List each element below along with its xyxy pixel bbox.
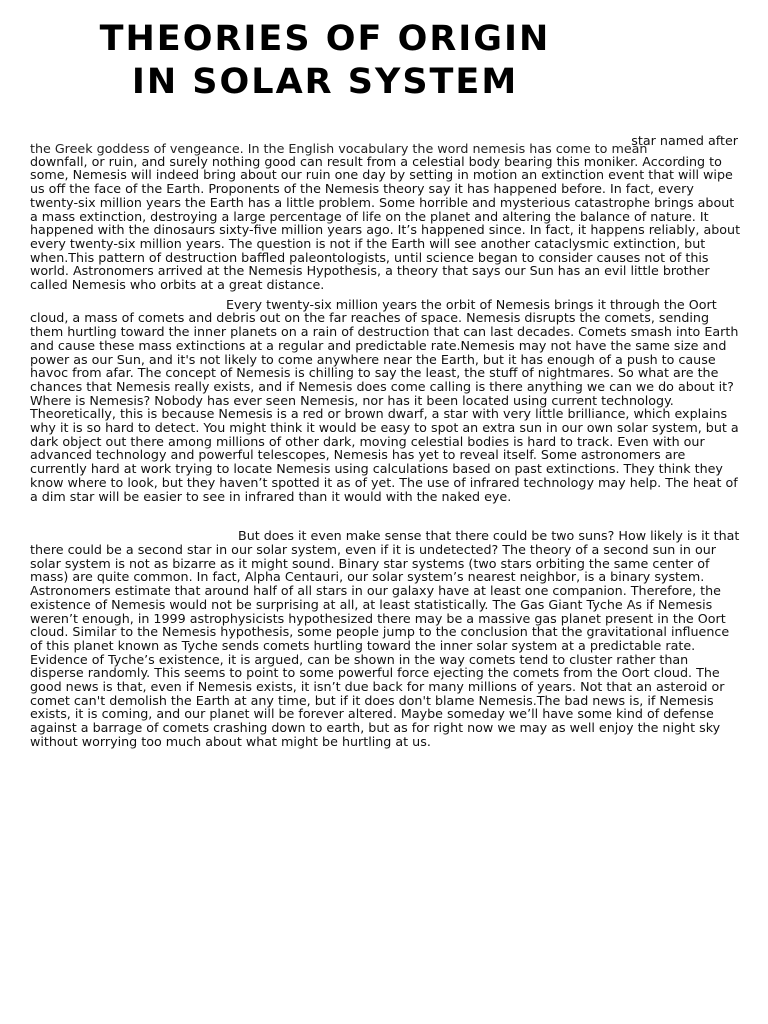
article-body [30, 134, 742, 755]
paragraph-1-first-line: star named after [631, 133, 738, 148]
title-line-2: IN SOLAR SYSTEM [131, 62, 519, 102]
paragraph-2-text: Every twenty-six million years the orbit of Nemesis brings it through the Oort cloud, a mass of comets and debris out on the far reaches of space. Nemesis disrupts the comets, sending them hurtling toward the inner planets on a rain of destruction that can last decades. Comets smash into Earth and cause these mass extinctions at a regular and predictable rate.Nemesis may not have the same size and power as our Sun, and it's not likely to come anywhere near the Earth, but it has enough of a push to cause havoc from afar. The concept of Nemesis is chilling to say the least, the stuff of nightmares. So what are the chances that Nemesis really exists, and if Nemesis does come calling is there anything we can we do about it? Where is Nemesis? Nobody has ever seen Nemesis, nor has it been located using current technology. Theoretically, this is because Nemesis is a red or brown dwarf, a star with very little brilliance, which explains why it is so hard to detect. You might think it would be easy to spot an extra sun in our own solar system, but a dark object out there among millions of other dark, moving celestial bodies is hard to track. Even with our advanced technology and powerful telescopes, Nemesis has yet to reveal itself. Some astronomers are currently hard at work trying to locate Nemesis using calculations based on past extinctions. They think they know where to look, but they haven’t spotted it as of yet. The use of infrared technology may help. The heat of a dim star will be easier to see in infrared than it would with the naked eye. [30, 296, 739, 504]
page-title [0, 18, 650, 104]
paragraph-1-clipped-text: the Greek goddess of vengeance. In the English vocabulary the word nemesis has come to mean [30, 140, 648, 156]
paragraph-3 [30, 529, 742, 748]
paragraph-1-text: downfall, or ruin, and surely nothing good can result from a celestial body bearing this moniker. According to some, Nemesis will indeed bring about our ruin one day by setting in motion an extinction event that will wipe us off the face of the Earth. Proponents of the Nemesis theory say it has happened before. In fact, every twenty-six million years the Earth has a little problem. Some horrible and mysterious catastrophe brings about a mass extinction, destroying a large percentage of life on the planet and altering the balance of nature. It happened with the dinosaurs sixty-five million years ago. It’s happened since. In fact, it happens reliably, about every twenty-six million years. The question is not if the Earth will see another cataclysmic extinction, but when.This pattern of destruction baffled paleontologists, until science began to consider causes not of this world. Astronomers arrived at the Nemesis Hypothesis, a theory that says our Sun has an evil little brother called Nemesis who orbits at a great distance. [30, 153, 741, 293]
paragraph-3-text: But does it even make sense that there could be two suns? How likely is it that there could be a second star in our solar system, even if it is undetected? The theory of a second sun in our solar system is not as bizarre as it might sound. Binary star systems (two stars orbiting the same center of mass) are quite common. In fact, Alpha Centauri, our solar system’s nearest neighbor, is a binary system. Astronomers estimate that around half of all stars in our galaxy have at least one companion. Therefore, the existence of Nemesis would not be surprising at all, at least statistically. The Gas Giant Tyche As if Nemesis weren’t enough, in 1999 astrophysicists hypothesized there may be a massive gas planet present in the Oort cloud. Similar to the Nemesis hypothesis, some people jump to the conclusion that the gravitational influence of this planet known as Tyche sends comets hurtling toward the inner solar system at a predictable rate. Evidence of Tyche’s existence, it is argued, can be shown in the way comets tend to cluster rather than disperse randomly. This seems to point to some powerful force ejecting the comets from the Oort cloud. The good news is that, even if Nemesis exists, it isn’t due back for many millions of years. Not that an asteroid or comet can't demolish the Earth at any time, but if it does don't blame Nemesis.The bad news is, if Nemesis exists, it is coming, and our planet will be forever altered. Maybe someday we’ll have some kind of defense against a barrage of comets crashing down to earth, but as for right now we may as well enjoy the night sky without worrying too much about what might be hurtling at us. [30, 528, 740, 749]
paragraph-1 [30, 134, 742, 292]
paragraph-2 [30, 298, 742, 504]
title-line-1: THEORIES OF ORIGIN [99, 19, 551, 59]
